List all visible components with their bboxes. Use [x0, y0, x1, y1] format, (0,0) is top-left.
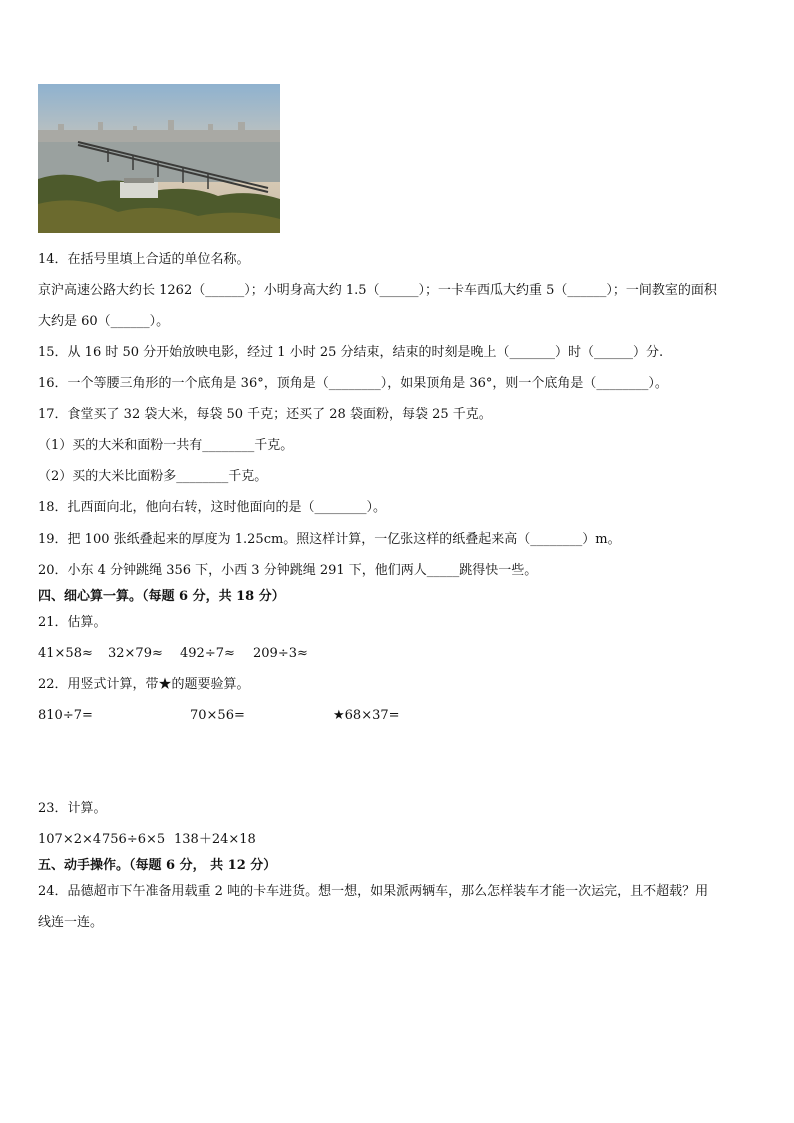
section5-heading: 五、动手操作。（每题 6 分， 共 12 分） [38, 858, 277, 873]
q20: 20．小东 4 分钟跳绳 356 下，小西 3 分钟跳绳 291 下，他们两人_____跳得快一些。 [38, 563, 538, 578]
q17-part1: （1）买的大米和面粉一共有________千克。 [38, 438, 294, 453]
q24-line2: 线连一连。 [38, 915, 104, 930]
q23-item-2: 756÷6×5 [102, 832, 166, 847]
q19: 19．把 100 张纸叠起来的厚度为 1.25cm。照这样计算，一亿张这样的纸叠起来高（________）m。 [38, 532, 621, 547]
q21-item-3: 492÷7≈ [180, 646, 235, 661]
q15: 15．从 16 时 50 分开始放映电影，经过 1 小时 25 分结束，结束的时刻是晚上（_______）时（______）分. [38, 345, 664, 360]
q24-line1: 24．品德超市下午准备用载重 2 吨的卡车进货。想一想，如果派两辆车，那么怎样装车才能一次运完，且不超载？用 [38, 884, 709, 899]
q14-line1: 京沪高速公路大约长 1262（______）；小明身高大约 1.5（______）；一卡车西瓜大约重 5（______）；一间教室的面积 [38, 283, 717, 298]
q22-item-2: 70×56= [190, 708, 245, 723]
q18: 18．扎西面向北，他向右转，这时他面向的是（________）。 [38, 500, 387, 515]
q17-part2: （2）买的大米比面粉多________千克。 [38, 469, 268, 484]
q23-item-3: 138＋24×18 [174, 832, 256, 847]
section4-heading: 四、细心算一算。（每题 6 分，共 18 分） [38, 589, 285, 604]
q23-title: 23．计算。 [38, 801, 107, 816]
q21-item-1: 41×58≈ [38, 646, 93, 661]
q14-title: 14．在括号里填上合适的单位名称。 [38, 252, 250, 267]
q22-item-3: ★68×37= [333, 708, 400, 723]
q22-title: 22．用竖式计算，带★的题要验算。 [38, 677, 250, 692]
q21-title: 21．估算。 [38, 615, 107, 630]
q16: 16．一个等腰三角形的一个底角是 36°，顶角是（________），如果顶角是 36°，则一个底角是（________）。 [38, 376, 668, 391]
q22-item-1: 810÷7= [38, 708, 93, 723]
q21-item-2: 32×79≈ [108, 646, 163, 661]
q17-title: 17．食堂买了 32 袋大米，每袋 50 千克；还买了 28 袋面粉，每袋 25 千克。 [38, 407, 492, 422]
q23-item-1: 107×2×4 [38, 832, 102, 847]
q14-line2: 大约是 60（______）。 [38, 314, 170, 329]
q21-item-4: 209÷3≈ [253, 646, 308, 661]
bridge-photo-graphic [38, 84, 280, 233]
bridge-photo [38, 84, 280, 233]
